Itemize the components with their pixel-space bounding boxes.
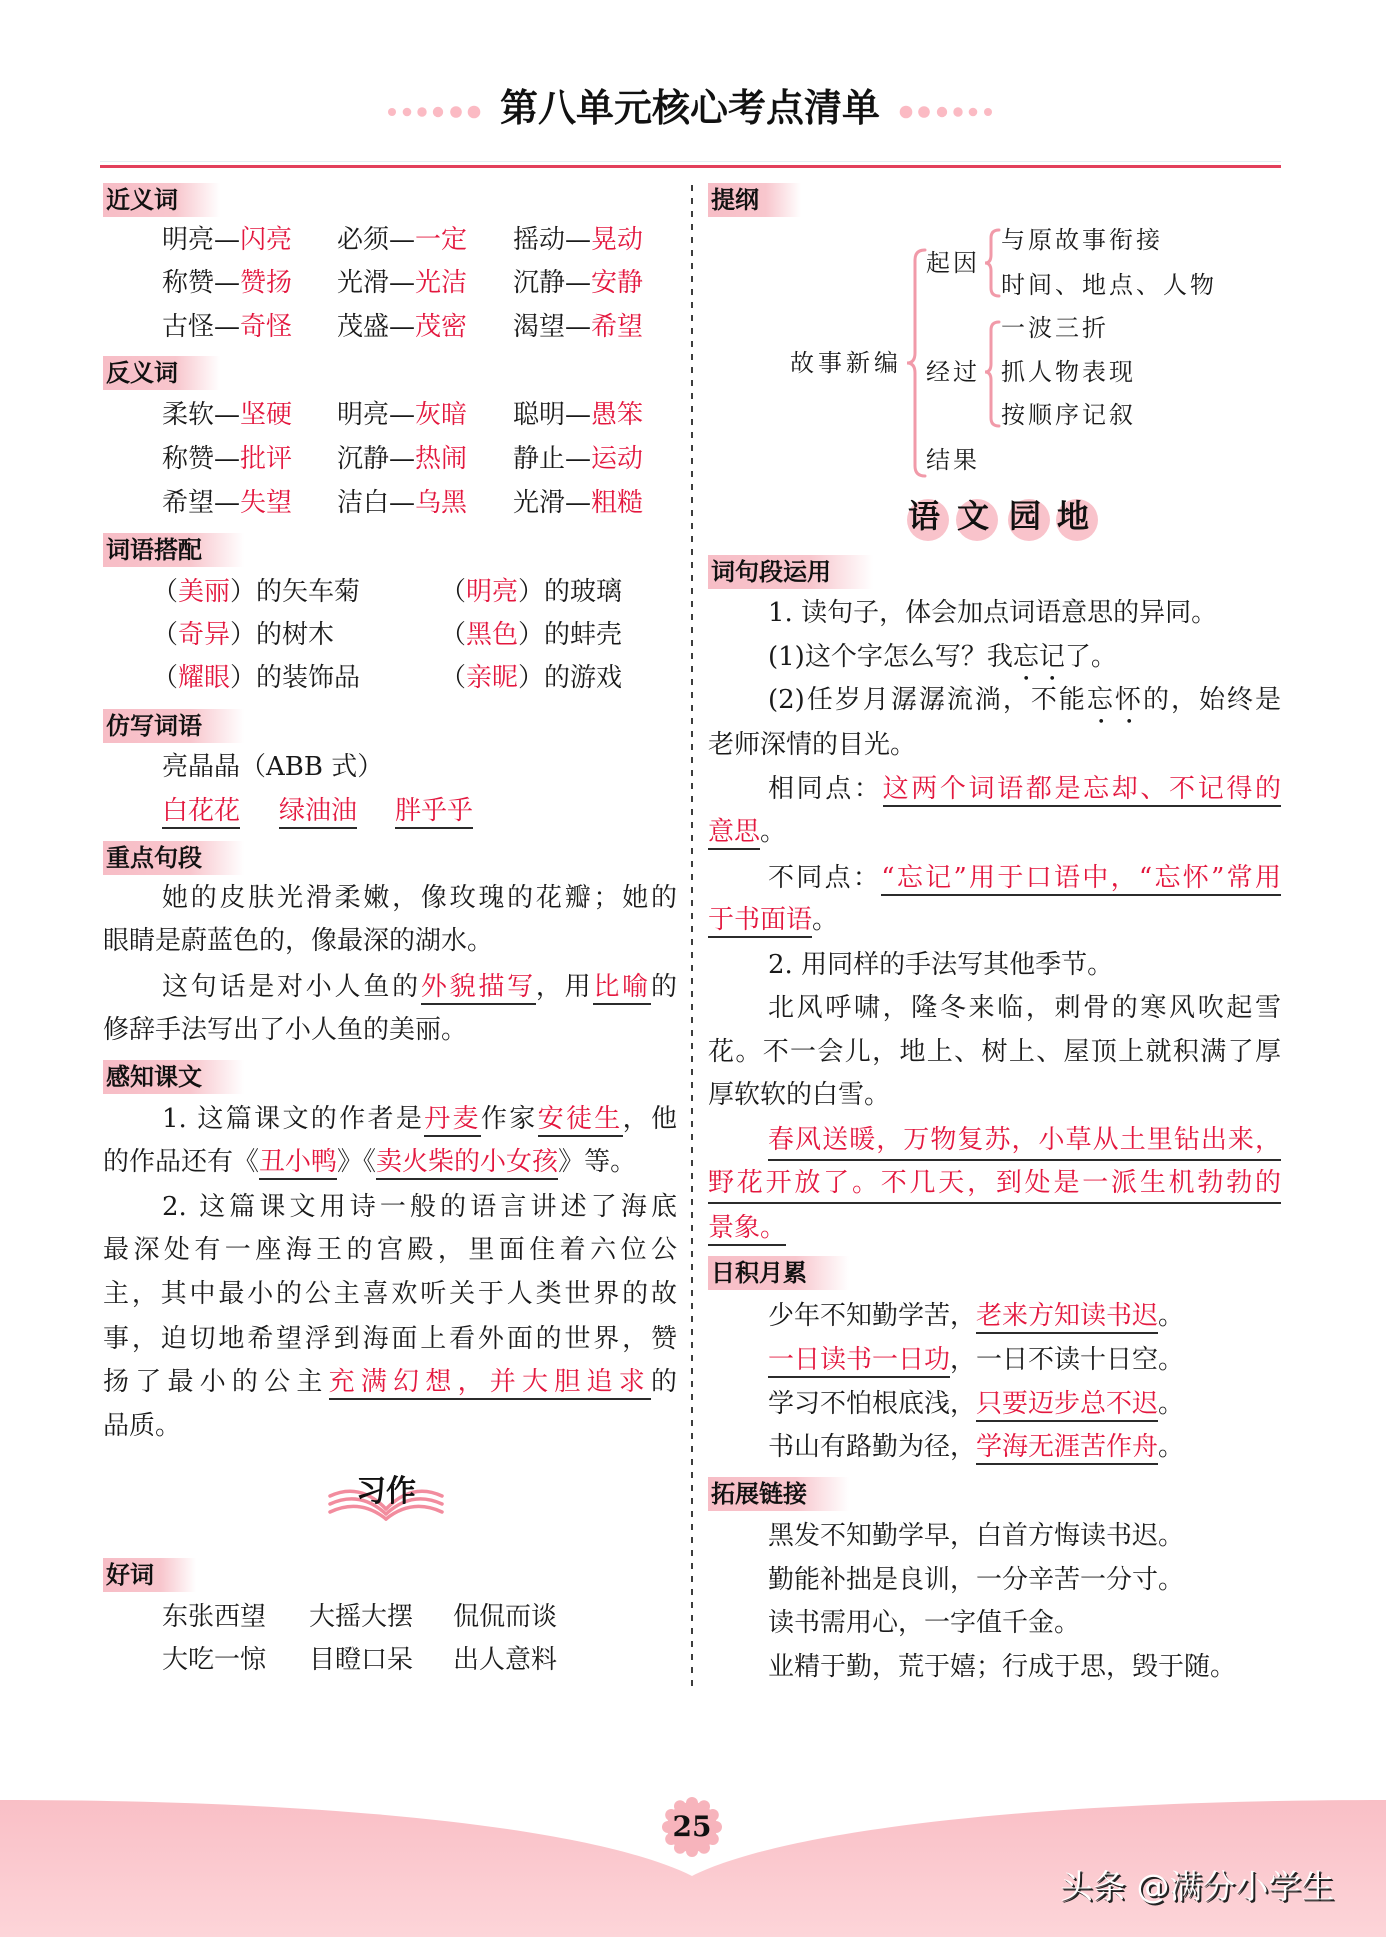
imitation-answer [395, 793, 473, 829]
collocation-item [440, 617, 622, 653]
text: ，一日不读十日空。 [950, 1345, 1185, 1375]
answer-word: 赞扬 [240, 268, 293, 298]
answer-word: 灰暗 [415, 400, 468, 430]
garden-title-char: 地 [1056, 497, 1089, 535]
answer-word: 胖乎乎 [395, 796, 473, 829]
phrase: 的玻璃 [544, 577, 623, 607]
garden-title-char: 文 [956, 497, 989, 535]
text: 这句话是对小人鱼的 [162, 972, 421, 1002]
section-label-accumulation: 日积月累 [708, 1256, 849, 1290]
example-line: 花。不一会儿，地上、树上、屋顶上就积满了厚 [708, 1037, 1281, 1067]
antonym-pair [162, 397, 292, 433]
word: 洁白 [337, 488, 390, 518]
section-label-collocations: 词语搭配 [103, 533, 244, 567]
text: 的 [650, 1367, 677, 1397]
word: 光滑 [337, 268, 390, 298]
verse-line: 读书需用心，一字值千金。 [768, 1608, 1081, 1638]
dash: — [214, 312, 241, 342]
collocation-item [440, 574, 622, 610]
imitation-answer [162, 793, 240, 829]
answer-line [708, 1210, 786, 1246]
text: 的，始终是 [1142, 685, 1281, 715]
text: 的作品还有《 [103, 1147, 260, 1177]
dash: — [389, 225, 416, 255]
column-divider [691, 185, 693, 1693]
garden-title-char: 园 [1008, 497, 1041, 535]
text: 少年不知勤学苦， [768, 1301, 977, 1331]
section-label-key-sentence: 重点句段 [103, 841, 244, 875]
word: 茂盛 [337, 312, 390, 342]
antonym-pair [162, 441, 292, 477]
synonym-pair [513, 222, 643, 258]
study-line: 品质。 [103, 1411, 182, 1441]
answer-word: 运动 [591, 444, 644, 474]
answer-phrase: 学海无涯苦作舟 [976, 1432, 1158, 1465]
analysis-line: 修辞手法写出了小人鱼的美丽。 [103, 1015, 468, 1045]
dash: — [565, 268, 592, 298]
answer-word: 安静 [591, 268, 644, 298]
text: 。 [1158, 1389, 1185, 1419]
verse-line: 勤能补拙是良训，一分辛苦一分寸。 [768, 1565, 1185, 1595]
dash: — [565, 312, 592, 342]
text: 学习不怕根底浅， [768, 1389, 977, 1419]
quote-line: 她的皮肤光滑柔嫩，像玫瑰的花瓣；她的 [162, 883, 677, 913]
close-paren: ） [230, 577, 257, 607]
answer-word: 安徒生 [538, 1104, 623, 1137]
sentence-line: 老师深情的目光。 [708, 730, 917, 760]
word: 沉静 [513, 268, 566, 298]
question-line: 1. 读句子，体会加点词语意思的异同。 [768, 598, 1218, 628]
outline-leaf: 与原故事衔接 [1001, 226, 1163, 254]
synonym-pair [162, 265, 292, 301]
section-label-word-usage: 词句段运用 [708, 555, 873, 589]
sentence-line [768, 682, 1281, 718]
answer-word: 白花花 [162, 796, 240, 829]
answer-phrase: 一日读书一日功 [768, 1345, 950, 1378]
dash: — [214, 444, 241, 474]
text: 的 [650, 972, 677, 1002]
answer-phrase: 景象。 [708, 1213, 786, 1246]
text: 1. 这篇课文的作者是 [162, 1104, 425, 1134]
text: ，他 [622, 1104, 677, 1134]
antonym-pair [513, 397, 643, 433]
outline-root: 故事新编 [790, 349, 902, 377]
imitation-answer [279, 793, 357, 829]
outline-leaf: 一波三折 [1001, 314, 1109, 342]
answer-phrase: 老来方知读书迟 [976, 1301, 1158, 1334]
example-line: 北风呼啸，隆冬来临，刺骨的寒风吹起雪 [768, 993, 1281, 1023]
answer-word: 绿油油 [279, 796, 357, 829]
good-word: 大摇大摆 [309, 1602, 414, 1632]
open-paren: （ [440, 577, 467, 607]
example-line: 厚软软的白雪。 [708, 1080, 891, 1110]
answer-word: 热闹 [415, 444, 468, 474]
open-paren: （ [152, 620, 179, 650]
good-word: 大吃一惊 [162, 1645, 267, 1675]
word: 聪明 [513, 400, 566, 430]
answer-phrase: 于书面语 [708, 905, 812, 938]
good-word: 目瞪口呆 [309, 1645, 414, 1675]
section-label-antonyms: 反义词 [103, 356, 220, 390]
answer-phrase: 只要迈步总不迟 [976, 1389, 1158, 1422]
answer-word: 比喻 [593, 972, 651, 1005]
word: 柔软 [162, 400, 215, 430]
answer-word: 黑色 [466, 620, 519, 650]
text: 了。 [1064, 642, 1117, 672]
answer-word: 美丽 [178, 577, 231, 607]
collocation-item [440, 660, 622, 696]
outline-leaf: 抓人物表现 [1001, 358, 1136, 386]
open-paren: （ [440, 663, 467, 693]
outline-main-brace-icon [907, 250, 925, 476]
same-label: 相同点： [768, 774, 883, 804]
dash: — [389, 400, 416, 430]
outline-leaf: 时间、地点、人物 [1001, 271, 1217, 299]
answer-phrase: 春风送暖，万物复苏，小草从土里钻出来， [768, 1122, 1281, 1161]
section-label-good-words: 好词 [103, 1558, 196, 1592]
antonym-pair [337, 485, 467, 521]
phrase: 的蚌壳 [544, 620, 623, 650]
synonym-pair [162, 222, 292, 258]
word: 必须 [337, 225, 390, 255]
section-label-imitation: 仿写词语 [103, 709, 244, 743]
close-paren: ） [518, 620, 545, 650]
verse-line: 黑发不知勤学早，白首方悔读书迟。 [768, 1521, 1185, 1551]
synonym-pair [513, 265, 643, 301]
dash: — [214, 400, 241, 430]
word: 明亮 [162, 225, 215, 255]
dash: — [389, 444, 416, 474]
open-paren: （ [152, 663, 179, 693]
section-label-extension: 拓展链接 [708, 1477, 849, 1511]
good-word: 东张西望 [162, 1602, 267, 1632]
answer-line [708, 902, 838, 938]
word: 静止 [513, 444, 566, 474]
outline-process-brace-icon [985, 322, 999, 426]
outline-cause-brace-icon [985, 230, 999, 296]
open-paren: （ [440, 620, 467, 650]
text: 书山有路勤为径， [768, 1432, 977, 1462]
answer-word: 一定 [415, 225, 468, 255]
good-word: 侃侃而谈 [453, 1602, 558, 1632]
study-line [103, 1144, 636, 1180]
verse-line [768, 1386, 1184, 1422]
verse-line [768, 1298, 1184, 1334]
dash: — [389, 268, 416, 298]
answer-word: 晃动 [591, 225, 644, 255]
word: 古怪 [162, 312, 215, 342]
answer-phrase: 意思 [708, 817, 760, 850]
antonym-pair [513, 441, 643, 477]
imitation-prompt: 亮晶晶（ABB 式） [162, 752, 384, 782]
answer-line [708, 1165, 1281, 1201]
answer-word: 奇怪 [240, 312, 293, 342]
answer-word: 希望 [591, 312, 644, 342]
outline-branch: 起因 [926, 249, 980, 277]
text: 》等。 [558, 1147, 637, 1177]
dash: — [565, 444, 592, 474]
text: 扬了最小的公主 [103, 1367, 329, 1397]
study-line [162, 1101, 677, 1137]
answer-word: 茂密 [415, 312, 468, 342]
section-label-synonyms: 近义词 [103, 183, 220, 217]
watermark: 头条 @满分小学生 [1060, 1867, 1335, 1906]
collocation-item [152, 574, 360, 610]
text: 。 [1158, 1301, 1185, 1331]
study-line: 主，其中最小的公主喜欢听关于人类世界的故 [103, 1279, 677, 1309]
text: (2)任岁月潺潺流淌，不能 [768, 685, 1087, 715]
answer-word: 丹麦 [424, 1104, 481, 1137]
close-paren: ） [230, 620, 257, 650]
collocation-item [152, 617, 334, 653]
page-title: 第八单元核心考点清单 [499, 85, 880, 130]
word: 沉静 [337, 444, 390, 474]
study-line: 事，迫切地希望浮到海面上看外面的世界，赞 [103, 1324, 677, 1354]
page-number: 25 [672, 1810, 712, 1843]
phrase: 的游戏 [544, 663, 623, 693]
answer-line [768, 1122, 1281, 1158]
analysis-line [162, 969, 677, 1005]
antonym-pair [337, 397, 467, 433]
phrase: 的树木 [256, 620, 335, 650]
text: ，用 [535, 972, 594, 1002]
header-rule-shadow [100, 161, 1281, 162]
answer-word: 愚笨 [591, 400, 644, 430]
answer-line [708, 814, 786, 850]
phrase: 的装饰品 [256, 663, 361, 693]
answer-word: 粗糙 [591, 488, 644, 518]
word: 明亮 [337, 400, 390, 430]
dash: — [214, 225, 241, 255]
antonym-pair [162, 485, 292, 521]
answer-line [768, 860, 1281, 896]
open-paren: （ [152, 577, 179, 607]
sentence-line [768, 639, 1117, 675]
dash: — [389, 312, 416, 342]
answer-word: 批评 [240, 444, 293, 474]
text: 作家 [480, 1104, 538, 1134]
verse-line: 业精于勤，荒于嬉；行成于思，毁于随。 [768, 1652, 1237, 1682]
answer-word: 外貌描写 [421, 972, 536, 1005]
section-label-text-study: 感知课文 [103, 1060, 244, 1094]
study-line: 2. 这篇课文用诗一般的语言讲述了海底 [162, 1192, 677, 1222]
good-word: 出人意料 [453, 1645, 558, 1675]
outline-branch: 结果 [926, 446, 980, 474]
dash: — [214, 488, 241, 518]
answer-word: 卖火柴的小女孩 [376, 1147, 558, 1180]
word: 光滑 [513, 488, 566, 518]
synonym-pair [337, 265, 467, 301]
garden-title-char: 语 [907, 497, 940, 535]
text: 。 [760, 817, 787, 847]
verse-line [768, 1429, 1184, 1465]
synonym-pair [513, 309, 643, 345]
dash: — [214, 268, 241, 298]
close-paren: ） [518, 663, 545, 693]
text: 》《 [337, 1147, 377, 1177]
answer-word: 丑小鸭 [259, 1147, 337, 1180]
quote-line: 眼睛是蔚蓝色的，像最深的湖水。 [103, 926, 494, 956]
word: 摇动 [513, 225, 566, 255]
answer-phrase: 这两个词语都是忘却、不记得的 [883, 774, 1281, 807]
verse-line [768, 1342, 1184, 1378]
answer-word: 乌黑 [415, 488, 468, 518]
answer-word: 闪亮 [240, 225, 293, 255]
answer-phrase: “忘记”用于口语中，“忘怀”常用 [881, 863, 1281, 896]
word: 希望 [162, 488, 215, 518]
close-paren: ） [518, 577, 545, 607]
outline-branch: 经过 [926, 358, 980, 386]
answer-word: 光洁 [415, 268, 468, 298]
antonym-pair [513, 485, 643, 521]
diff-label: 不同点： [768, 863, 882, 893]
answer-word: 失望 [240, 488, 293, 518]
outline-leaf: 按顺序记叙 [1001, 401, 1136, 429]
answer-phrase: 充满幻想，并大胆追求 [329, 1367, 651, 1400]
text: 。 [1158, 1432, 1185, 1462]
dotted-word: 忘记 [1012, 642, 1065, 672]
word: 称赞 [162, 444, 215, 474]
answer-word: 耀眼 [178, 663, 231, 693]
section-label-outline: 提纲 [708, 183, 801, 217]
synonym-pair [162, 309, 292, 345]
word: 渴望 [513, 312, 566, 342]
answer-word: 坚硬 [240, 400, 293, 430]
synonym-pair [337, 309, 467, 345]
collocation-item [152, 660, 360, 696]
header-rule [100, 165, 1281, 168]
close-paren: ） [230, 663, 257, 693]
writing-section-title: 习作 [356, 1474, 416, 1509]
study-line: 最深处有一座海王的宫殿，里面住着六位公 [103, 1235, 677, 1265]
question-line: 2. 用同样的手法写其他季节。 [768, 950, 1114, 980]
phrase: 的矢车菊 [256, 577, 361, 607]
dash: — [565, 400, 592, 430]
answer-phrase: 野花开放了。不几天，到处是一派生机勃勃的 [708, 1165, 1281, 1204]
word: 称赞 [162, 268, 215, 298]
antonym-pair [337, 441, 467, 477]
answer-word: 亲昵 [466, 663, 519, 693]
answer-word: 奇异 [178, 620, 231, 650]
answer-line [768, 771, 1281, 807]
text: (1)这个字怎么写？我 [768, 642, 1013, 672]
synonym-pair [337, 222, 467, 258]
dash: — [565, 225, 592, 255]
text: 。 [812, 905, 839, 935]
dash: — [565, 488, 592, 518]
dotted-word: 忘怀 [1086, 685, 1143, 715]
answer-word: 明亮 [466, 577, 519, 607]
dash: — [389, 488, 416, 518]
study-line [103, 1364, 677, 1400]
